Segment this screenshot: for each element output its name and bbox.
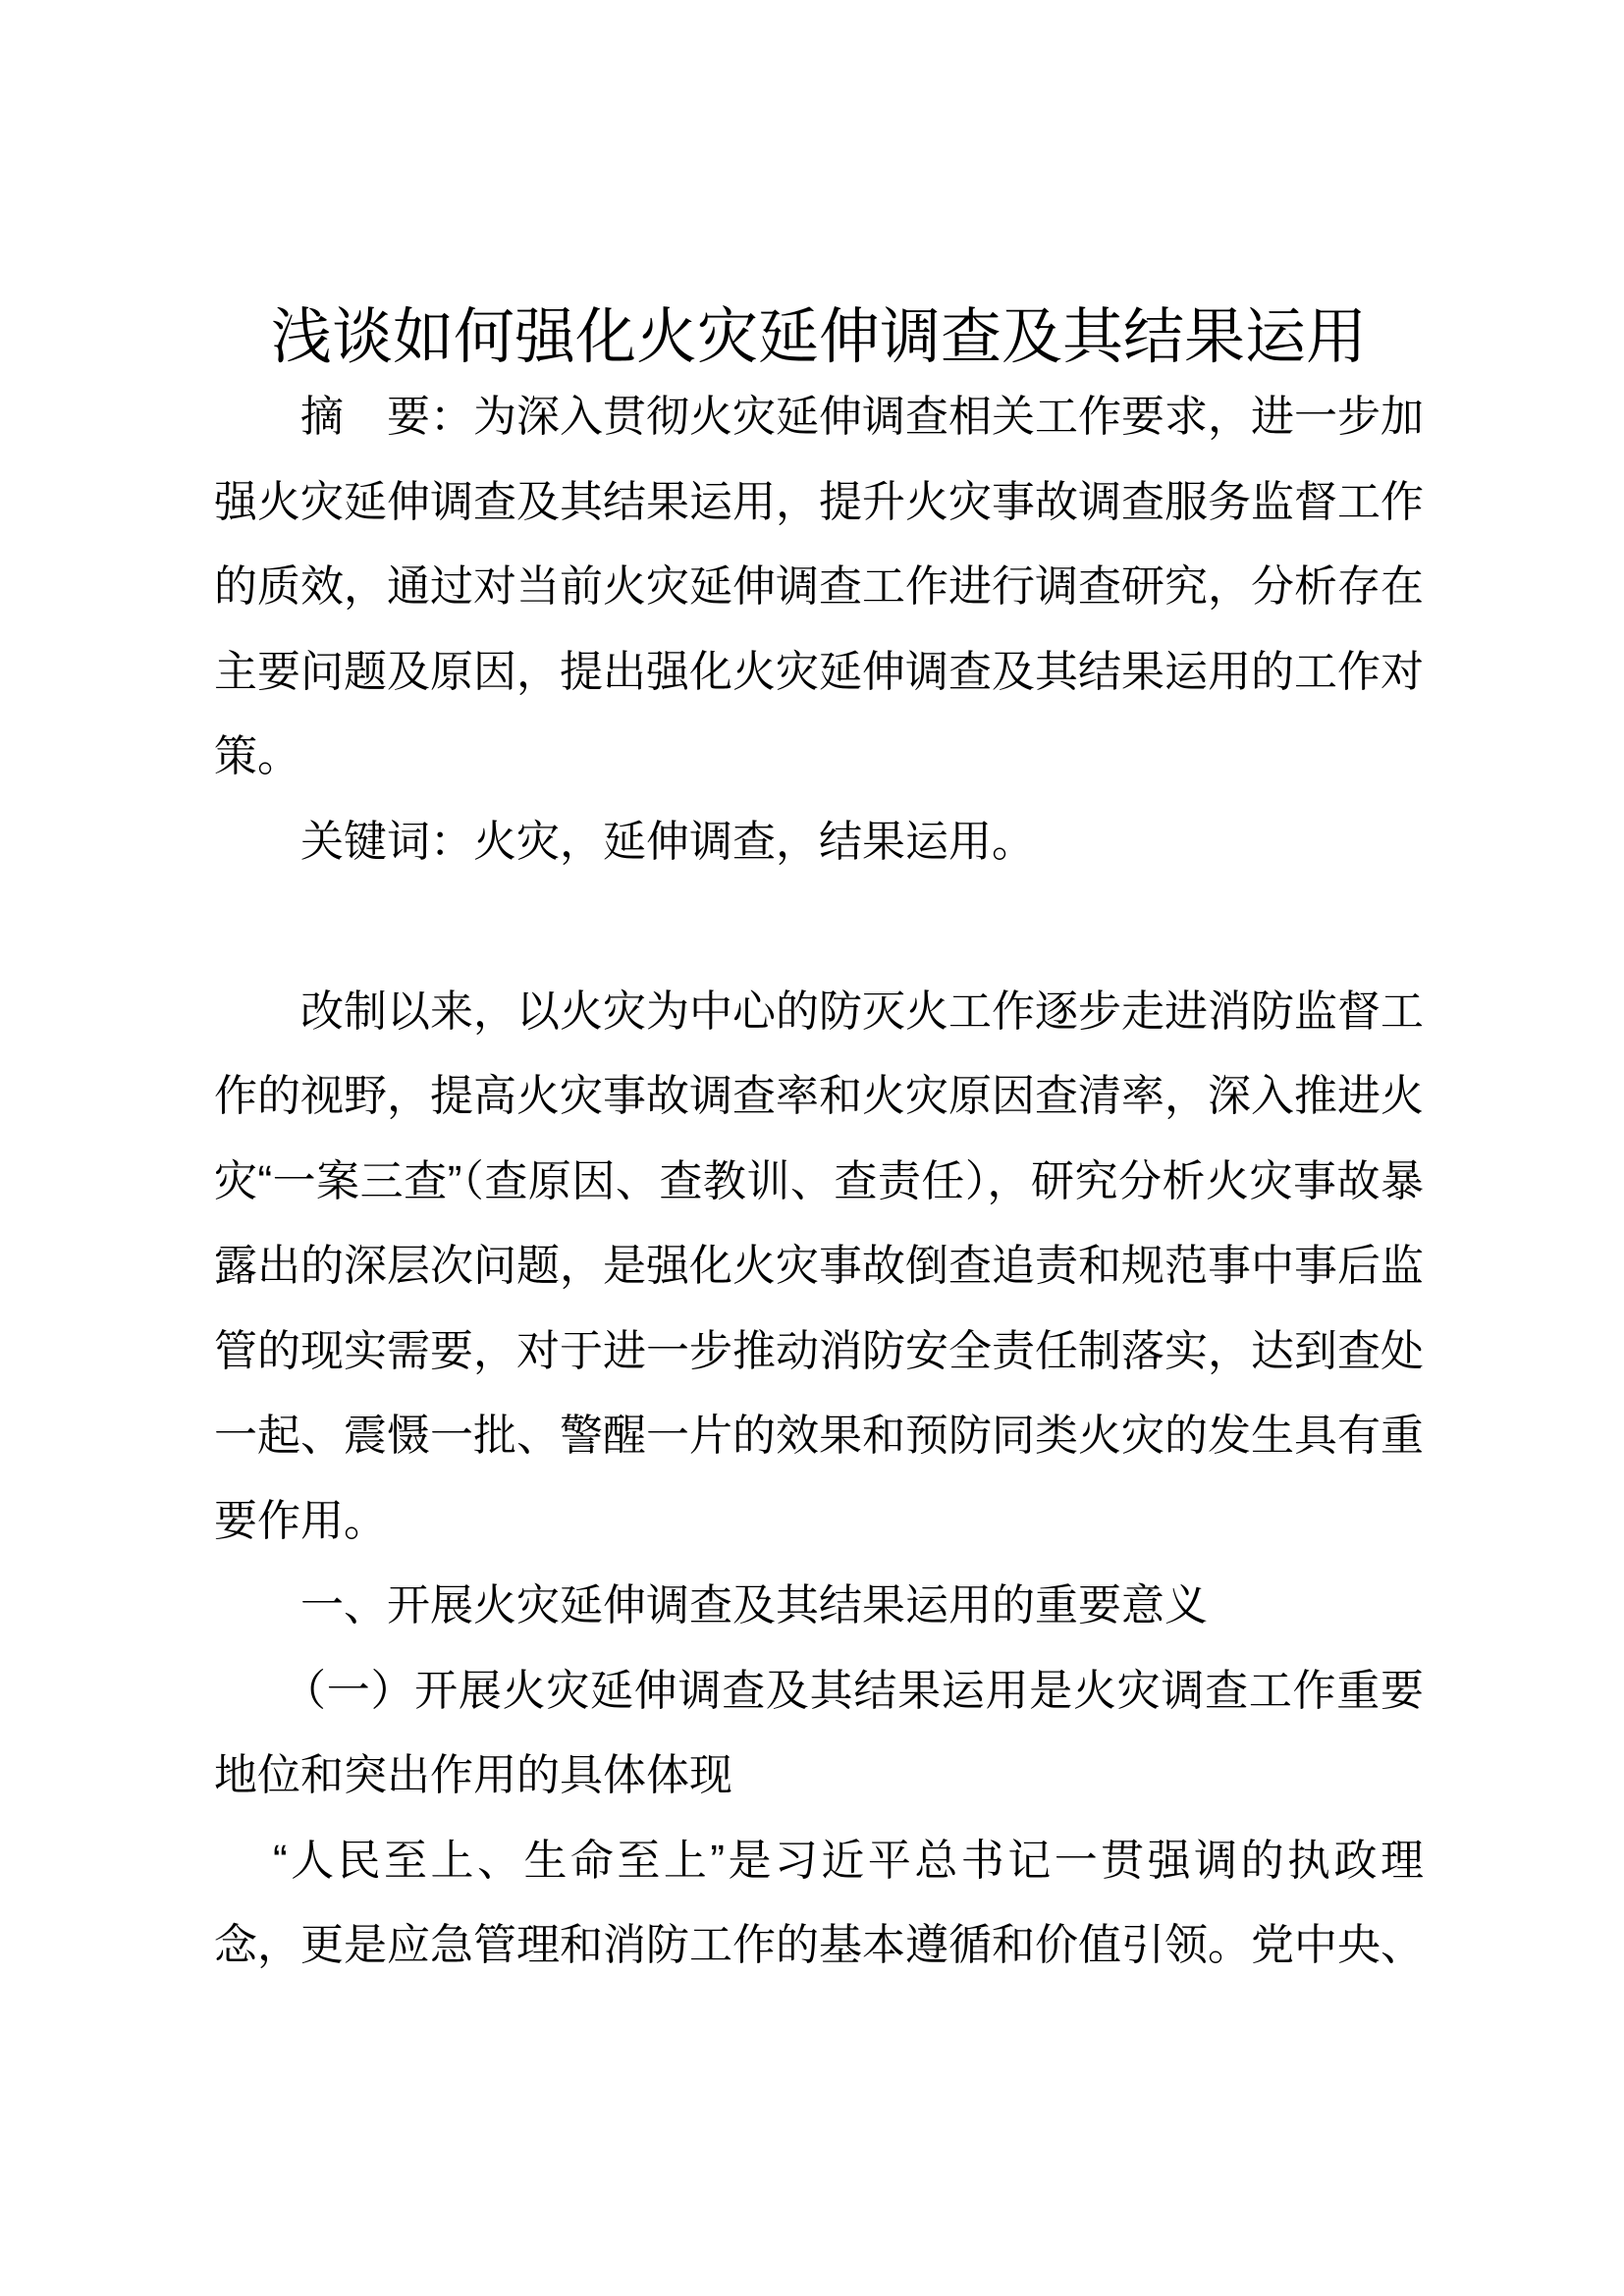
body-paragraph-1: 改制以来，以火灾为中心的防灭火工作逐步走进消防监督工作的视野，提高火灾事故调查率和火灾原因查清率，深入推进火灾“一案三查”（查原因、查教训、查责任），研究分析火灾事故暴露出的深层次问题，是强化火灾事故倒查追责和规范事中事后监管的现实需要，对于进一步推动消防安全责任制落实，达到查处一起、震慑一批、警醒一片的效果和预防同类火灾的发生具有重要作用。 bbox=[214, 987, 1424, 1545]
document-content bbox=[214, 300, 1424, 1989]
body-paragraph-2: “人民至上、生命至上”是习近平总书记一贯强调的执政理念，更是应急管理和消防工作的基本遵循和价值引领。党中央、 bbox=[214, 1836, 1424, 1969]
keywords-paragraph: 关键词：火灾，延伸调查，结果运用。 bbox=[300, 817, 1035, 866]
subsection-heading: （一）开展火灾延伸调查及其结果运用是火灾调查工作重要地位和突出作用的具体体现 bbox=[214, 1666, 1424, 1799]
abstract-paragraph: 摘 要：为深入贯彻火灾延伸调查相关工作要求，进一步加强火灾延伸调查及其结果运用，提升火灾事故调查服务监督工作的质效，通过对当前火灾延伸调查工作进行调查研究，分析存在主要问题及原因，提出强化火灾延伸调查及其结果运用的工作对策。 bbox=[214, 393, 1424, 780]
section-heading: 一、开展火灾延伸调查及其结果运用的重要意义 bbox=[300, 1581, 1208, 1629]
blank-line bbox=[214, 884, 1424, 970]
document-title: 浅谈如何强化火灾延伸调查及其结果运用 bbox=[270, 303, 1367, 371]
